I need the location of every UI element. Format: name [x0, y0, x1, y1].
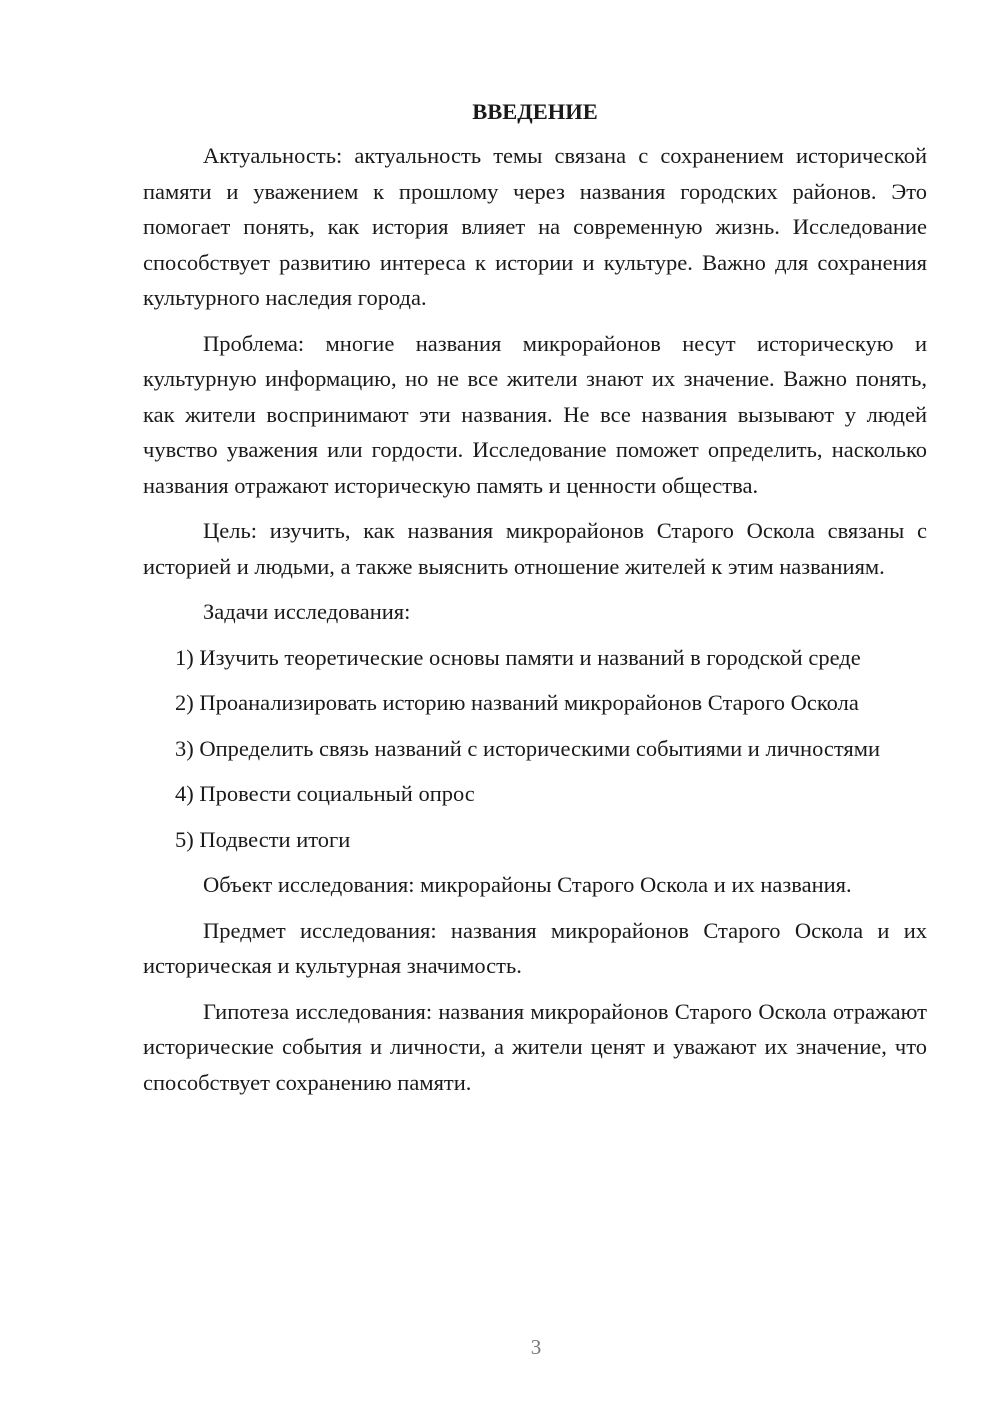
task-item: 4) Провести социальный опрос: [175, 781, 475, 806]
task-item: 5) Подвести итоги: [175, 826, 351, 852]
section-title: ВВЕДЕНИЕ: [472, 99, 598, 124]
object-paragraph: Объект исследования: микрорайоны Старого Оскола и их названия.: [203, 872, 852, 897]
goal-paragraph: Цель: изучить, как названия микрорайонов Старого Оскола связаны с историей и людьми, а также выяснить отношение жителей к этим названиям.: [143, 518, 927, 579]
subject-paragraph: Предмет исследования: названия микрорайонов Старого Оскола и их историческая и культурная значимость.: [143, 917, 927, 978]
page-number: 3: [530, 1335, 542, 1359]
problem-paragraph: Проблема: многие названия микрорайонов несут историческую и культурную информацию, но не все жители знают их значение. Важно понять, как жители воспринимают эти названия. Не все названия вызывают у людей чувство уважения или гордости. Исследование поможет определить, насколько названия отражают историческую память и ценности общества.: [143, 330, 927, 498]
task-item: 2) Проанализировать историю названий микрорайонов Старого Оскола: [175, 690, 859, 715]
tasks-heading: Задачи исследования:: [203, 599, 411, 624]
page-body: [143, 96, 927, 1110]
relevance-paragraph: Актуальность: актуальность темы связана с сохранением исторической памяти и уважением к прошлому через названия городских районов. Это помогает понять, как история влияет на современную жизнь. Исследование способствует развитию интереса к истории и культуре. Важно для сохранения культурного наследия города.: [143, 143, 927, 310]
task-item: 1) Изучить теоретические основы памяти и названий в городской среде: [175, 644, 861, 670]
task-item: 3) Определить связь названий с историческими событиями и личностями: [175, 735, 881, 761]
hypothesis-paragraph: Гипотеза исследования: названия микрорайонов Старого Оскола отражают исторические события и личности, а жители ценят и уважают их значение, что способствует сохранению памяти.: [143, 998, 927, 1095]
